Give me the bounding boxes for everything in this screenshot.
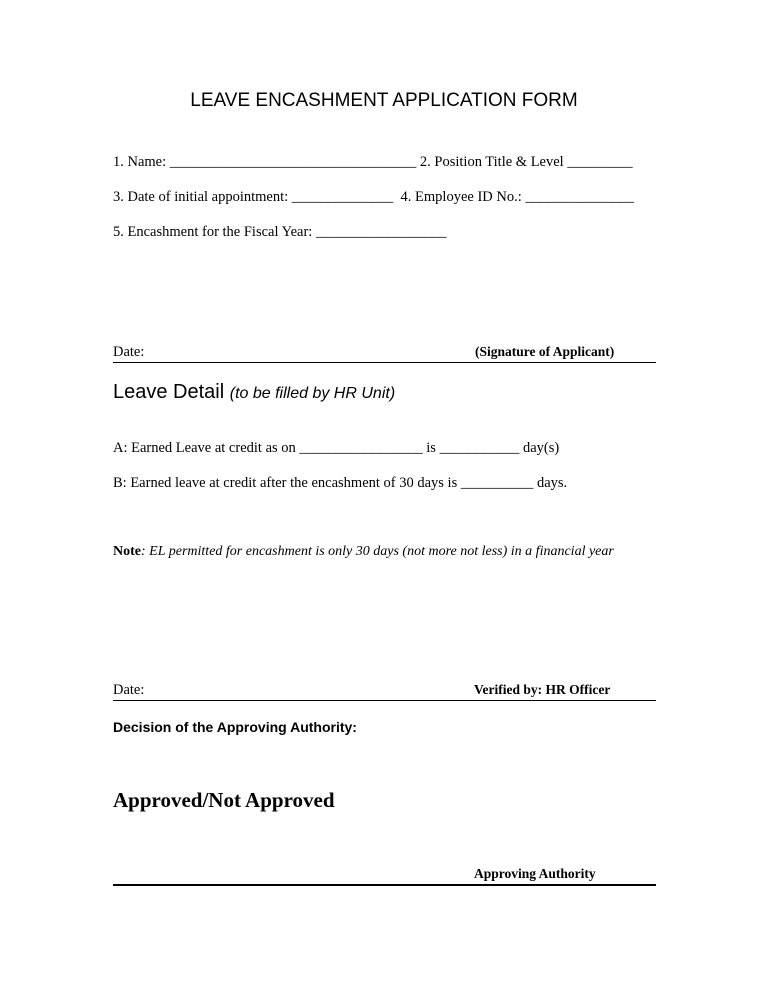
- applicant-signature-line: [113, 362, 656, 363]
- hr-verified-label: Verified by: HR Officer: [474, 682, 611, 697]
- hr-date-label: Date:: [113, 682, 145, 698]
- applicant-signature-label: (Signature of Applicant): [475, 344, 615, 359]
- decision-heading: Decision of the Approving Authority:: [113, 719, 357, 735]
- note-label: Note: [113, 544, 141, 559]
- note-text: : EL permitted for encashment is only 30 days (not more not less) in a financial year: [141, 544, 614, 559]
- approval-status: Approved/Not Approved: [113, 788, 335, 812]
- approving-authority-label: Approving Authority: [474, 866, 596, 881]
- leave-detail-subtitle: (to be filled by HR Unit): [229, 385, 396, 402]
- hr-signature-line: [113, 700, 656, 701]
- note: [113, 544, 614, 560]
- earned-leave-line-a: A: Earned Leave at credit as on _________________ is ___________ day(s): [113, 440, 560, 456]
- fiscal-year-line: 5. Encashment for the Fiscal Year: __________________: [113, 224, 447, 240]
- form-title: LEAVE ENCASHMENT APPLICATION FORM: [190, 90, 578, 111]
- earned-leave-line-b: B: Earned leave at credit after the encashment of 30 days is __________ days.: [113, 475, 568, 491]
- leave-detail-heading: [113, 381, 395, 404]
- leave-detail-title: Leave Detail: [113, 381, 225, 403]
- name-position-line: 1. Name: __________________________________ 2. Position Title & Level _________: [113, 154, 633, 170]
- approving-authority-line: [113, 884, 656, 886]
- appointment-employee-id-line: 3. Date of initial appointment: ______________ 4. Employee ID No.: _______________: [113, 189, 635, 205]
- applicant-date-label: Date:: [113, 344, 145, 360]
